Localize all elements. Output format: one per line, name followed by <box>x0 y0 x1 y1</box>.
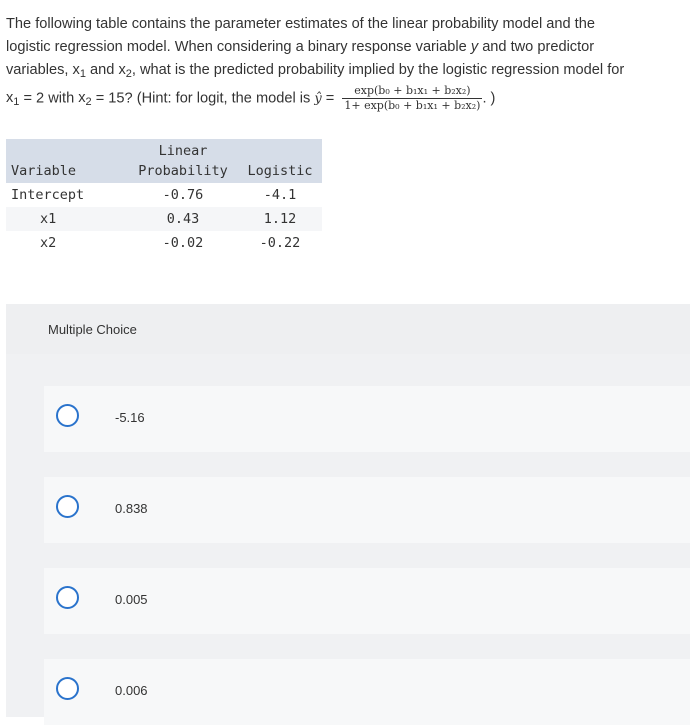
question-line-2 <box>6 36 688 59</box>
row-x2-variable: x2 <box>40 235 57 251</box>
var-x2-eq-base: x <box>78 90 86 107</box>
choice-option-1-text[interactable]: -5.16 <box>115 410 145 425</box>
choice-option-4-text[interactable]: 0.006 <box>115 683 148 698</box>
radio-button[interactable] <box>56 586 79 609</box>
formula-numerator: exp(b₀ + b₁x₁ + b₂x₂) <box>342 84 482 99</box>
question-line-3-c: , what is the predicted probability implied by the logistic regression model for <box>131 62 625 78</box>
choice-option-3-text[interactable]: 0.005 <box>115 592 148 607</box>
header-linear-probability <box>128 139 238 183</box>
question-eq-3: = <box>325 90 335 107</box>
var-x2-eq <box>78 90 92 109</box>
question-line-4 <box>6 84 688 114</box>
var-x2 <box>118 62 131 78</box>
var-x1-eq <box>6 90 20 109</box>
table-row <box>6 231 322 255</box>
header-variable: Variable <box>11 163 77 179</box>
radio-button[interactable] <box>56 495 79 518</box>
table-header-row <box>6 139 322 183</box>
row-x1-logistic: 1.12 <box>238 207 322 231</box>
question-line-1: The following table contains the parameter estimates of the linear probability model and the <box>6 16 595 32</box>
header-linear-top: Linear <box>158 143 208 159</box>
question-line-3 <box>6 59 688 82</box>
question-line-3-a: variables, <box>6 62 69 78</box>
var-x1-eq-base: x <box>6 90 14 107</box>
row-intercept-linear: -0.76 <box>162 187 204 203</box>
estimates-table-wrap <box>6 139 322 255</box>
question-line-3-b: and <box>90 62 115 78</box>
row-x2-linear: -0.02 <box>162 235 204 251</box>
formula-denominator: 1+ exp(b₀ + b₁x₁ + b₂x₂) <box>344 99 481 112</box>
var-x1-sub: 1 <box>79 68 86 80</box>
header-logistic: Logistic <box>247 163 313 179</box>
multiple-choice-label: Multiple Choice <box>48 322 137 337</box>
question-eq-1: = 2 with <box>23 90 75 107</box>
row-x1-linear: 0.43 <box>128 207 238 231</box>
question-line-2-rest: and two predictor <box>482 39 595 55</box>
var-x1-eq-sub: 1 <box>13 96 20 109</box>
row-intercept-logistic: -4.1 <box>263 187 297 203</box>
choice-option-1[interactable] <box>44 386 690 452</box>
row-x1-variable: x1 <box>6 207 128 231</box>
header-linear-bottom: Probability <box>138 163 228 179</box>
radio-button[interactable] <box>56 404 79 427</box>
var-x2-eq-sub: 2 <box>85 96 92 109</box>
question-text <box>6 13 688 114</box>
table-row <box>6 207 322 231</box>
multiple-choice-panel <box>6 304 690 717</box>
radio-button[interactable] <box>56 677 79 700</box>
row-x2-logistic: -0.22 <box>259 235 301 251</box>
question-eq-2: = 15? (Hint: for logit, the model is <box>95 90 311 107</box>
var-x2-sub: 2 <box>125 68 132 80</box>
choice-option-2[interactable] <box>44 477 690 543</box>
question-line-2-text: logistic regression model. When considering a binary response variable <box>6 39 467 55</box>
row-intercept-variable: Intercept <box>11 187 85 203</box>
choice-option-2-text[interactable]: 0.838 <box>115 501 148 516</box>
multiple-choice-header <box>6 304 690 354</box>
choice-option-4[interactable] <box>44 659 690 725</box>
table-row <box>6 183 322 207</box>
y-hat: ŷ <box>314 91 322 107</box>
response-variable-y: y <box>470 39 479 55</box>
estimates-table <box>6 139 322 255</box>
var-x1 <box>73 62 86 78</box>
choice-option-3[interactable] <box>44 568 690 634</box>
var-x2-base: x <box>118 62 126 78</box>
logit-formula <box>342 84 482 113</box>
var-x1-base: x <box>72 62 80 78</box>
question-closing: . ) <box>482 90 496 107</box>
